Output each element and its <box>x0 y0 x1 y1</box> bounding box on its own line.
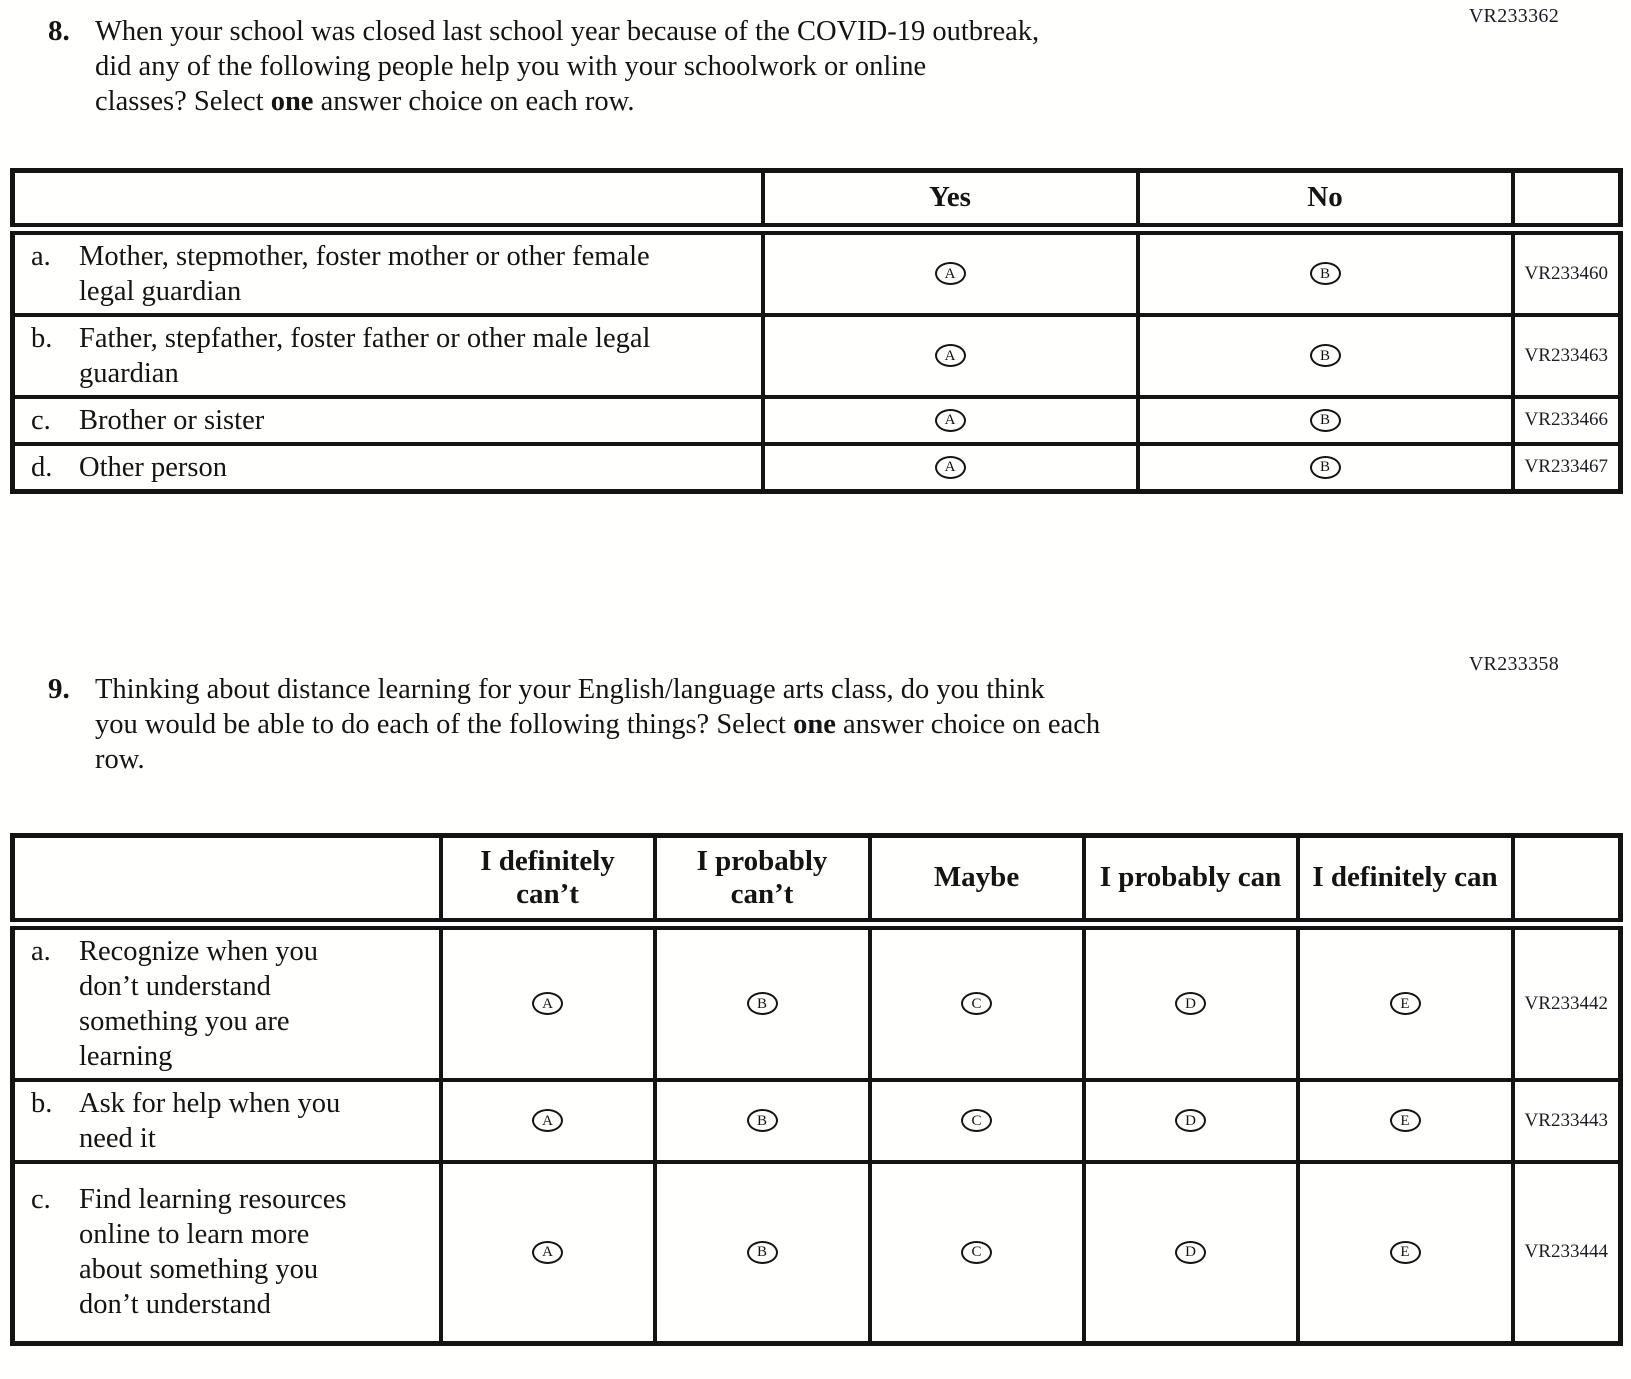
question-8-line-3-before: classes? Select <box>95 86 271 117</box>
question-8-number: 8. <box>48 15 70 47</box>
vr-code: VR233442 <box>1513 924 1621 1080</box>
option-cell <box>655 924 870 1080</box>
option-cell <box>441 1162 655 1344</box>
question-9-line-2-before: you would be able to do each of the following things? Select <box>95 709 794 740</box>
answer-bubble-b[interactable]: B <box>1310 344 1341 367</box>
vr-code-question-8: VR233362 <box>1468 5 1559 27</box>
no-option-cell <box>1138 315 1513 397</box>
yes-option-cell <box>763 444 1138 492</box>
row-label: Father, stepfather, foster father or other male legal guardian <box>79 322 651 389</box>
answer-bubble-c[interactable]: C <box>961 1241 992 1264</box>
q8-header-blank-left <box>13 171 763 229</box>
q8-row-father <box>13 315 1621 397</box>
question-9-line-1: Thinking about distance learning for your English/language arts class, do you think <box>95 674 1045 705</box>
row-label-cell <box>13 924 441 1080</box>
option-cell <box>1084 1080 1298 1162</box>
q8-row-sibling <box>13 397 1621 444</box>
answer-bubble-c[interactable]: C <box>961 992 992 1015</box>
question-9-response-table <box>10 833 1623 1346</box>
q9-row-recognize <box>13 924 1621 1080</box>
question-8-line-1: When your school was closed last school year because of the COVID-19 outbreak, <box>95 16 1040 47</box>
question-9-line-2 <box>95 707 1100 742</box>
option-cell <box>655 1162 870 1344</box>
q9-header-definitely-can: I definitely can <box>1298 836 1513 924</box>
q9-header-blank-left <box>13 836 441 924</box>
row-label-cell <box>13 1162 441 1344</box>
question-8-response-table <box>10 168 1623 494</box>
q9-header-maybe: Maybe <box>870 836 1084 924</box>
option-cell <box>1298 1080 1513 1162</box>
no-option-cell <box>1138 229 1513 315</box>
answer-bubble-d[interactable]: D <box>1175 1241 1206 1264</box>
row-label: Other person <box>79 451 227 483</box>
vr-code: VR233466 <box>1513 397 1621 444</box>
option-cell <box>441 924 655 1080</box>
vr-code: VR233444 <box>1513 1162 1621 1344</box>
row-label-cell <box>13 1080 441 1162</box>
option-cell <box>870 1162 1084 1344</box>
q9-header-probably-can: I probably can <box>1084 836 1298 924</box>
no-option-cell <box>1138 444 1513 492</box>
q9-header-blank-right <box>1513 836 1621 924</box>
question-9-line-2-bold: one <box>793 709 836 740</box>
q9-header-row <box>13 836 1621 924</box>
vr-code-question-9: VR233358 <box>1468 653 1559 675</box>
option-cell <box>441 1080 655 1162</box>
option-cell <box>870 924 1084 1080</box>
vr-code: VR233443 <box>1513 1080 1621 1162</box>
vr-code: VR233463 <box>1513 315 1621 397</box>
q9-header-probably-cant: I probably can’t <box>655 836 870 924</box>
answer-bubble-a[interactable]: A <box>935 409 966 432</box>
answer-bubble-a[interactable]: A <box>532 1109 563 1132</box>
answer-bubble-e[interactable]: E <box>1390 1109 1421 1132</box>
answer-bubble-a[interactable]: A <box>935 456 966 479</box>
option-cell <box>1298 924 1513 1080</box>
question-8-line-3 <box>95 84 1039 119</box>
answer-bubble-b[interactable]: B <box>1310 409 1341 432</box>
q8-header-blank-right <box>1513 171 1621 229</box>
question-9-text <box>95 672 1100 777</box>
option-cell <box>655 1080 870 1162</box>
row-label: Recognize when you don’t understand something you are learning <box>79 935 319 1072</box>
row-letter: b. <box>31 322 53 354</box>
row-label: Find learning resources online to learn more about something you don’t understand <box>79 1184 347 1321</box>
q8-row-other <box>13 444 1621 492</box>
row-letter: c. <box>31 1184 51 1216</box>
question-9-line-2-after: answer choice on each <box>835 709 1101 740</box>
answer-bubble-b[interactable]: B <box>747 1241 778 1264</box>
question-8-line-3-bold: one <box>270 86 314 117</box>
q9-row-ask-help <box>13 1080 1621 1162</box>
question-8-text <box>95 14 1039 119</box>
row-label: Mother, stepmother, foster mother or other female legal guardian <box>79 240 650 307</box>
row-label-cell <box>13 397 763 444</box>
question-8-line-3-after: answer choice on each row. <box>313 86 635 117</box>
yes-option-cell <box>763 229 1138 315</box>
q8-row-mother <box>13 229 1621 315</box>
option-cell <box>1298 1162 1513 1344</box>
answer-bubble-d[interactable]: D <box>1175 992 1206 1015</box>
question-9-number: 9. <box>48 673 70 705</box>
answer-bubble-a[interactable]: A <box>935 262 966 285</box>
yes-option-cell <box>763 397 1138 444</box>
row-letter: b. <box>31 1087 53 1119</box>
answer-bubble-c[interactable]: C <box>961 1109 992 1132</box>
answer-bubble-a[interactable]: A <box>935 344 966 367</box>
option-cell <box>1084 1162 1298 1344</box>
answer-bubble-b[interactable]: B <box>747 1109 778 1132</box>
question-8-line-2: did any of the following people help you with your schoolwork or online <box>95 51 927 82</box>
row-label-cell <box>13 315 763 397</box>
question-9-line-3: row. <box>95 744 145 775</box>
row-letter: a. <box>31 240 51 272</box>
row-label-cell <box>13 229 763 315</box>
row-label: Brother or sister <box>79 404 265 436</box>
row-letter: c. <box>31 404 51 436</box>
row-letter: a. <box>31 935 51 967</box>
yes-option-cell <box>763 315 1138 397</box>
answer-bubble-a[interactable]: A <box>532 1241 563 1264</box>
vr-code: VR233467 <box>1513 444 1621 492</box>
answer-bubble-e[interactable]: E <box>1390 992 1421 1015</box>
no-option-cell <box>1138 397 1513 444</box>
question-9 <box>48 672 1100 777</box>
q8-header-no: No <box>1138 171 1513 229</box>
q9-header-definitely-cant: I definitely can’t <box>441 836 655 924</box>
q8-header-row <box>13 171 1621 229</box>
answer-bubble-d[interactable]: D <box>1175 1109 1206 1132</box>
answer-bubble-b[interactable]: B <box>1310 456 1341 479</box>
answer-bubble-b[interactable]: B <box>747 992 778 1015</box>
vr-code: VR233460 <box>1513 229 1621 315</box>
row-label-cell <box>13 444 763 492</box>
option-cell <box>870 1080 1084 1162</box>
option-cell <box>1084 924 1298 1080</box>
answer-bubble-e[interactable]: E <box>1390 1241 1421 1264</box>
row-label: Ask for help when you need it <box>79 1087 341 1154</box>
row-letter: d. <box>31 451 53 483</box>
answer-bubble-b[interactable]: B <box>1310 262 1341 285</box>
q8-header-yes: Yes <box>763 171 1138 229</box>
answer-bubble-a[interactable]: A <box>532 992 563 1015</box>
question-8 <box>48 14 1039 119</box>
q9-row-find-resources <box>13 1162 1621 1344</box>
